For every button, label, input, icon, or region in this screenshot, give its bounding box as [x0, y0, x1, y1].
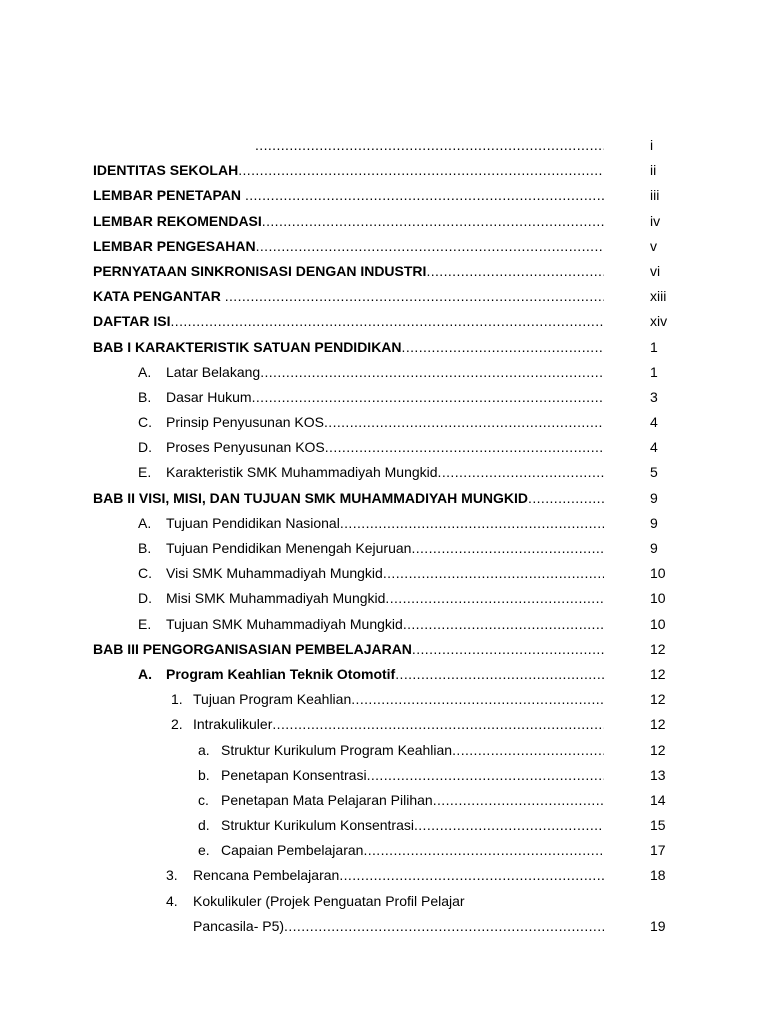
- toc-row: [0, 360, 768, 385]
- toc-entry-marker: E.: [138, 615, 152, 632]
- toc-page-number: 1: [650, 363, 658, 380]
- toc-row: [0, 763, 768, 788]
- toc-row: [0, 259, 768, 284]
- dot-leader: [412, 637, 604, 662]
- toc-entry-label: Penetapan Konsentrasi: [221, 766, 367, 783]
- toc-page-number: 12: [650, 691, 666, 708]
- toc-page-number: 4: [650, 414, 658, 431]
- dot-leader: [426, 259, 604, 284]
- toc-entry-label: Tujuan SMK Muhammadiyah Mungkid: [166, 615, 403, 632]
- toc-row: [0, 738, 768, 763]
- dot-leader: [383, 561, 604, 586]
- dot-leader: [260, 360, 604, 385]
- toc-page-number: 3: [650, 388, 658, 405]
- toc-row: [0, 158, 768, 183]
- dot-leader: [528, 486, 604, 511]
- toc-entry-label: Struktur Kurikulum Program Keahlian: [221, 741, 453, 758]
- dot-leader: [324, 410, 604, 435]
- toc-row: [0, 234, 768, 259]
- toc-row: [0, 662, 768, 687]
- dot-leader: [363, 838, 604, 863]
- toc-entry-label: Penetapan Mata Pelajaran Pilihan: [221, 791, 433, 808]
- toc-entry-label: LEMBAR PENETAPAN: [93, 187, 245, 204]
- toc-page-number: 13: [650, 766, 666, 783]
- toc-entry-marker: D.: [138, 439, 152, 456]
- toc-page-number: 5: [650, 464, 658, 481]
- toc-page-number: 12: [650, 640, 666, 657]
- toc-entry-marker: 4.: [166, 892, 178, 909]
- toc-page-number: xiii: [650, 288, 667, 305]
- toc-page-number: 18: [650, 867, 666, 884]
- toc-page-number: ii: [650, 162, 657, 179]
- toc-page-number: v: [650, 237, 657, 254]
- toc-entry-marker: B.: [138, 388, 152, 405]
- toc-row: [0, 813, 768, 838]
- toc-row: [0, 536, 768, 561]
- toc-page-number: 9: [650, 489, 658, 506]
- toc-entry-marker: D.: [138, 590, 152, 607]
- toc-row: [0, 309, 768, 334]
- toc-entry-label: Rencana Pembelajaran: [193, 867, 340, 884]
- toc-entry-marker: B.: [138, 540, 152, 556]
- toc-entry-label: Prinsip Penyusunan KOS: [166, 414, 324, 431]
- toc-entry-label: Intrakulikuler: [193, 716, 273, 733]
- dot-leader: [395, 662, 604, 687]
- dot-leader: [367, 763, 604, 788]
- toc-entry-label: Kokulikuler (Projek Penguatan Profil Pelajar: [193, 892, 465, 909]
- toc-entry-label: Latar Belakang: [166, 363, 261, 380]
- toc-page-number: vi: [650, 262, 661, 279]
- toc-page-number: iii: [650, 187, 660, 204]
- toc-row: [0, 889, 768, 914]
- toc-entry-label: KATA PENGANTAR: [93, 288, 225, 305]
- toc-page-number: 14: [650, 791, 666, 808]
- toc-entry-label-continuation: Pancasila- P5): [193, 917, 285, 934]
- toc-page-number: 9: [650, 514, 658, 531]
- toc-entry-marker: A.: [138, 514, 152, 531]
- dot-leader: [452, 738, 604, 763]
- toc-entry-marker: a.: [198, 741, 210, 758]
- toc-row: [0, 486, 768, 511]
- dot-leader: [262, 209, 604, 234]
- dot-leader: [403, 612, 604, 637]
- toc-row: [0, 511, 768, 536]
- dot-leader: [411, 536, 604, 561]
- toc-page-number: 10: [650, 565, 666, 582]
- toc-entry-label: Visi SMK Muhammadiyah Mungkid: [166, 565, 383, 582]
- toc-page-number: 10: [650, 615, 666, 632]
- toc-page-number: 12: [650, 741, 666, 758]
- toc-page-number: xiv: [650, 313, 668, 330]
- toc-row: [0, 712, 768, 737]
- dot-leader: [339, 863, 604, 888]
- toc-page-number: 1: [650, 338, 658, 355]
- toc-row: [0, 133, 768, 158]
- toc-entry-label: BAB II VISI, MISI, DAN TUJUAN SMK MUHAMMADIYAH MUNGKID: [93, 489, 529, 506]
- toc-row: [0, 586, 768, 611]
- toc-row: [0, 863, 768, 888]
- toc-row: [0, 410, 768, 435]
- toc-entry-label: BAB I KARAKTERISTIK SATUAN PENDIDIKAN: [93, 338, 402, 355]
- toc-entry-label: Tujuan Pendidikan Menengah Kejuruan: [166, 540, 412, 556]
- toc-row: [0, 788, 768, 813]
- toc-row: [0, 914, 768, 939]
- toc-entry-label: PERNYATAAN SINKRONISASI DENGAN INDUSTRI: [93, 262, 427, 279]
- dot-leader: [284, 914, 604, 939]
- toc-entry-label: Karakteristik SMK Muhammadiyah Mungkid: [166, 464, 438, 481]
- dot-leader: [433, 788, 604, 813]
- toc-entry-label: LEMBAR PENGESAHAN: [93, 237, 256, 254]
- toc-row: [0, 460, 768, 485]
- dot-leader: [272, 712, 604, 737]
- toc-row: [0, 209, 768, 234]
- toc-page-number: 9: [650, 540, 658, 556]
- toc-entry-label: Tujuan Program Keahlian: [193, 691, 352, 708]
- toc-entry-marker: 3.: [166, 867, 178, 884]
- dot-leader: [171, 309, 604, 334]
- dot-leader: [385, 586, 604, 611]
- toc-row: [0, 687, 768, 712]
- toc-entry-marker: 1.: [171, 691, 183, 708]
- toc-entry-marker: 2.: [171, 716, 183, 733]
- toc-row: [0, 183, 768, 208]
- toc-row: [0, 561, 768, 586]
- toc-entry-marker: E.: [138, 464, 152, 481]
- toc-entry-marker: A.: [138, 363, 152, 380]
- toc-row: [0, 637, 768, 662]
- dot-leader: [238, 158, 604, 183]
- toc-entry-label: LEMBAR REKOMENDASI: [93, 212, 262, 229]
- toc-page-number: 12: [650, 665, 666, 682]
- dot-leader: [325, 435, 604, 460]
- dot-leader: [351, 687, 604, 712]
- dot-leader: [255, 133, 604, 158]
- dot-leader: [252, 385, 604, 410]
- toc-row: [0, 612, 768, 637]
- toc-entry-label: Misi SMK Muhammadiyah Mungkid: [166, 590, 386, 607]
- toc-entry-label: Capaian Pembelajaran: [221, 842, 364, 859]
- toc-entry-label: Tujuan Pendidikan Nasional: [166, 514, 340, 531]
- toc-entry-label: IDENTITAS SEKOLAH: [93, 162, 239, 179]
- toc-entry-label: BAB III PENGORGANISASIAN PEMBELAJARAN: [93, 640, 412, 657]
- dot-leader: [340, 511, 604, 536]
- toc-page-number: i: [650, 137, 654, 153]
- toc-entry-marker: b.: [198, 766, 210, 783]
- toc-entry-marker: e.: [198, 842, 210, 859]
- toc-row: [0, 335, 768, 360]
- dot-leader: [414, 813, 604, 838]
- dot-leader: [245, 183, 604, 208]
- toc-entry-label: Struktur Kurikulum Konsentrasi: [221, 817, 414, 834]
- toc-entry-label: Proses Penyusunan KOS: [166, 439, 325, 456]
- dot-leader: [438, 460, 604, 485]
- toc-entry-marker: A.: [138, 665, 152, 682]
- dot-leader: [256, 234, 604, 259]
- toc-row: [0, 435, 768, 460]
- toc-row: [0, 838, 768, 863]
- toc-page-number: 12: [650, 716, 666, 733]
- toc-page-number: 4: [650, 439, 658, 456]
- dot-leader: [402, 335, 604, 360]
- toc-entry-label: Program Keahlian Teknik Otomotif: [166, 665, 396, 682]
- toc-entry-marker: c.: [198, 791, 209, 808]
- toc-row: [0, 284, 768, 309]
- toc-page-number: 17: [650, 842, 666, 859]
- toc-row: [0, 385, 768, 410]
- toc-page-number: 10: [650, 590, 666, 607]
- toc-page-number: 15: [650, 817, 666, 834]
- toc-page-number: iv: [650, 212, 661, 229]
- table-of-contents: [0, 133, 768, 939]
- toc-entry-label: DAFTAR ISI: [93, 313, 171, 330]
- dot-leader: [225, 284, 604, 309]
- toc-entry-label: Dasar Hukum: [166, 388, 252, 405]
- toc-entry-marker: C.: [138, 565, 152, 582]
- toc-entry-marker: d.: [198, 817, 210, 834]
- toc-entry-marker: C.: [138, 414, 152, 431]
- toc-page-number: 19: [650, 917, 666, 934]
